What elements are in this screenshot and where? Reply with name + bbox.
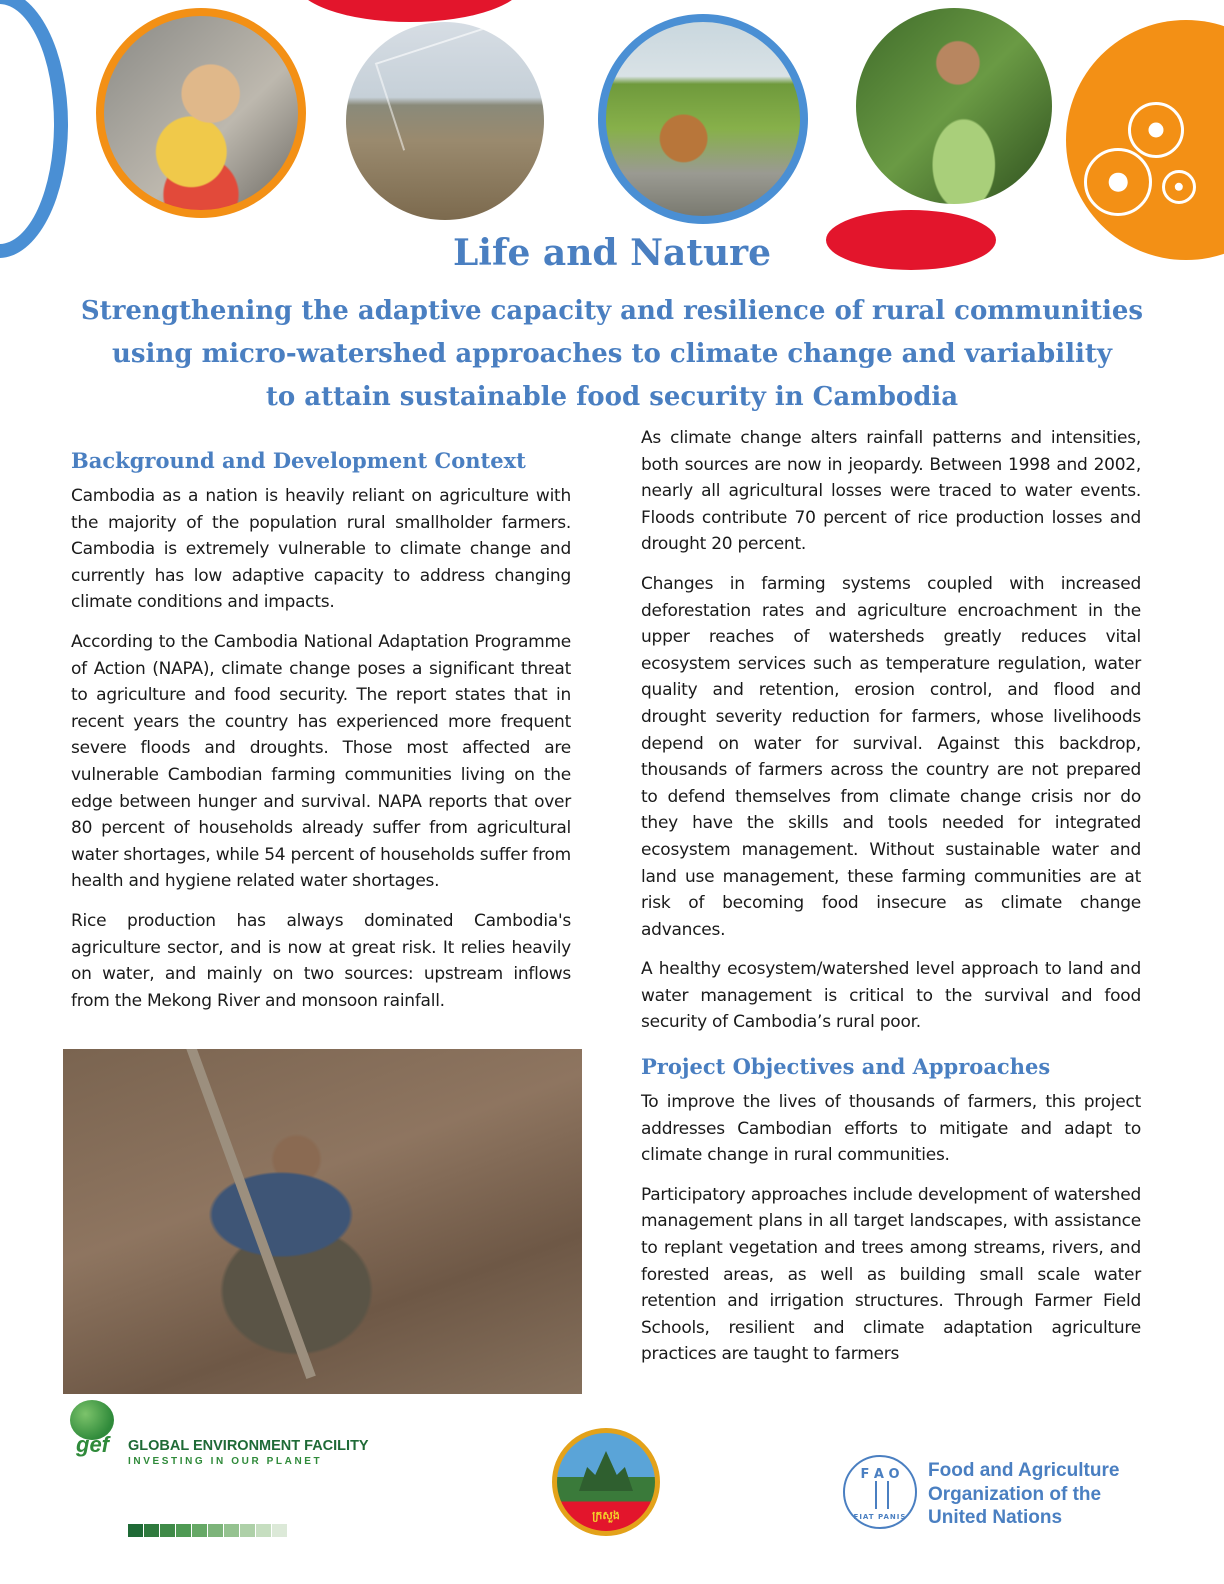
paragraph: To improve the lives of thousands of farmers, this project addresses Cambodian efforts to mitigate and adapt to climate change in rural communities.: [641, 1092, 1141, 1166]
right-column: [641, 425, 1141, 1381]
decorative-circle-orange: [1066, 20, 1224, 260]
paragraph: Cambodia as a nation is heavily reliant on agriculture with the majority of the population rural smallholder farmers. Cambodia is extremely vulnerable to climate change and currently has low adaptive capacity to address changing climate conditions and impacts.: [71, 486, 571, 613]
photo-woman-with-cucumbers: [856, 8, 1052, 204]
gef-square: [160, 1524, 175, 1537]
gef-logo-text: gef: [76, 1432, 109, 1457]
photo-child-eating: [96, 8, 306, 218]
section-heading-background: Background and Development Context: [71, 448, 526, 473]
section-heading-objectives: Project Objectives and Approaches: [641, 1054, 1051, 1080]
subtitle-line: using micro-watershed approaches to climate change and variability: [112, 339, 1112, 369]
gef-square: [240, 1524, 255, 1537]
paragraph: A healthy ecosystem/watershed level approach to land and water management is critical to the survival and food security of Cambodia’s rural poor.: [641, 959, 1141, 1033]
fao-name-line: Organization of the: [928, 1483, 1102, 1505]
gef-name: GLOBAL ENVIRONMENT FACILITY: [128, 1438, 369, 1454]
photo-fishing-boat: [346, 22, 544, 220]
fao-motto: FIAT PANIS: [853, 1513, 907, 1521]
subtitle-line: to attain sustainable food security in Cambodia: [265, 382, 959, 412]
wheel-icon: [1128, 102, 1184, 158]
emblem-label: ក្រសួង: [592, 1509, 620, 1522]
left-column: [71, 448, 571, 1027]
wheel-icon: [1084, 148, 1152, 216]
gef-square: [208, 1524, 223, 1537]
gef-square: [128, 1524, 143, 1537]
fao-name: [928, 1459, 1119, 1530]
paragraph: Rice production has always dominated Cambodia's agriculture sector, and is now at great risk. It relies heavily on water, and mainly on two sources: upstream inflows from the Mekong River and monsoon rainfall.: [71, 910, 571, 1011]
subtitle-line: Strengthening the adaptive capacity and resilience of rural communities: [80, 296, 1144, 326]
fao-name-line: United Nations: [928, 1507, 1063, 1528]
temple-icon: [579, 1451, 633, 1491]
wheel-icon: [1162, 170, 1196, 204]
gef-tagline: INVESTING IN OUR PLANET: [128, 1456, 323, 1467]
photo-woman-planting: [63, 1049, 582, 1394]
wheat-icon: [875, 1481, 889, 1509]
paragraph: Changes in farming systems coupled with increased deforestation rates and agriculture encroachment in the upper reaches of watersheds greatly reduces vital ecosystem services such as temperature regulation, water quality and retention, erosion control, and flood and drought severity reduction for farmers, whose livelihoods depend on water for survival. Against this backdrop, thousands of farmers across the country are not prepared to defend themselves from climate change crisis nor do they have the skills and tools needed for integrated ecosystem management. Without sustainable water and land use management, these farming communities are at risk of becoming food insecure as climate change advances.: [641, 573, 1141, 940]
cambodia-ministry-emblem: [552, 1428, 660, 1536]
page-subtitle: [40, 290, 1184, 419]
gef-square: [272, 1524, 287, 1537]
photo-ox-cart: [598, 14, 808, 224]
decorative-arc-blue: [0, 0, 68, 258]
page-title: Life and Nature: [452, 232, 772, 274]
paragraph: According to the Cambodia National Adaptation Programme of Action (NAPA), climate change poses a significant threat to agriculture and food security. The report states that in recent years the country has experienced more frequent severe floods and droughts. Those most affected are vulnerable Cambodian farming communities living on the edge between hunger and survival. NAPA reports that over 80 percent of households already suffer from agricultural water shortages, while 54 percent of households suffer from health and hygiene related water shortages.: [71, 631, 571, 892]
gef-color-squares: [128, 1524, 288, 1537]
decorative-arc-red-top: [295, 0, 525, 22]
gef-square: [144, 1524, 159, 1537]
fao-logo: [843, 1455, 917, 1529]
fao-letters: F A O: [860, 1467, 900, 1482]
paragraph: Participatory approaches include development of watershed management plans in all target landscapes, with assistance to replant vegetation and trees among streams, rivers, and forested areas, as well as building small scale water retention and irrigation structures. Through Farmer Field Schools, resilient and climate adaptation agriculture practices are taught to farmers: [641, 1184, 1141, 1365]
paragraph: As climate change alters rainfall patterns and intensities, both sources are now in jeopardy. Between 1998 and 2002, nearly all agricultural losses were traced to water events. Floods contribute 70 percent of rice production losses and drought 20 percent.: [641, 428, 1141, 555]
fao-name-line: Food and Agriculture: [928, 1460, 1120, 1481]
gef-square: [192, 1524, 207, 1537]
gef-square: [256, 1524, 271, 1537]
gef-square: [176, 1524, 191, 1537]
gef-square: [224, 1524, 239, 1537]
